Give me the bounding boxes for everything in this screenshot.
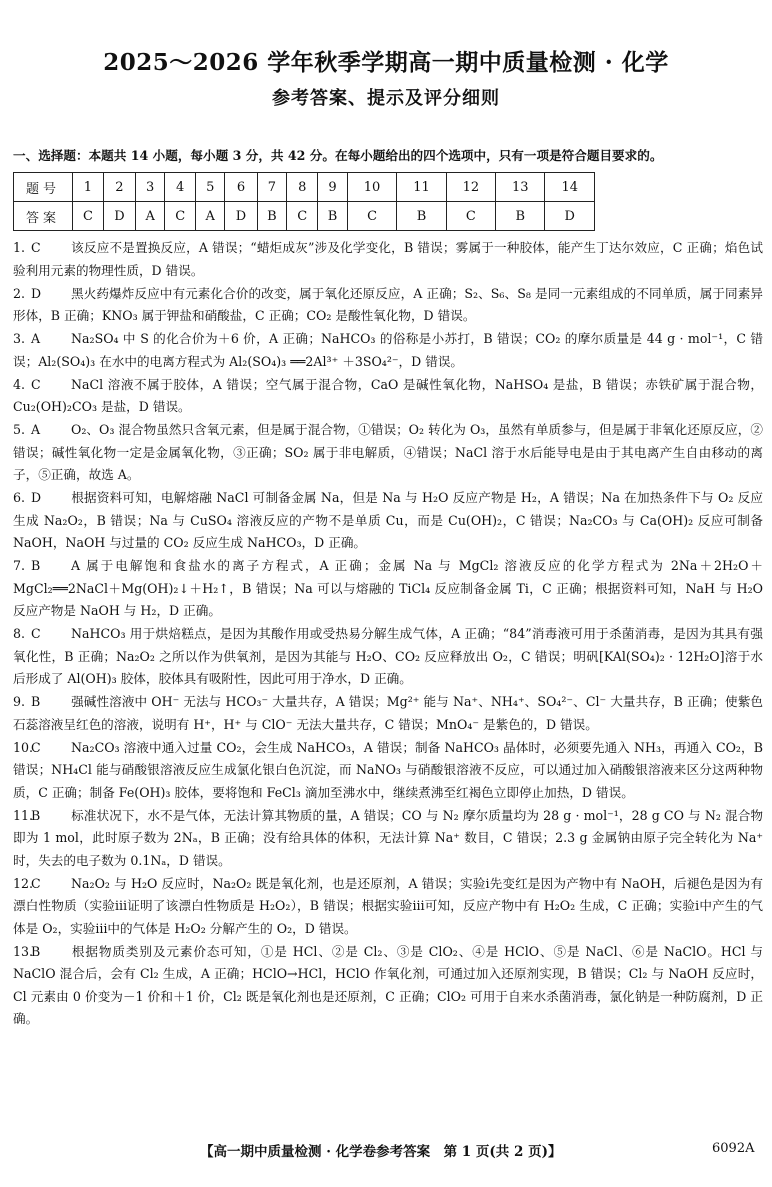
item-answer: C <box>31 739 41 755</box>
question-number-cell: 3 <box>136 173 165 202</box>
answer-cell: C <box>73 202 104 231</box>
item-text: 根据物质类别及元素价态可知，①是 HCl、②是 Cl₂、③是 ClO₂、④是 HClO、⑤是 NaCl、⑥是 NaClO。HCl 与 NaClO 混合后，会有 Cl₂ 生成，A 正确；HClO→HCl，HClO 作氧化剂，可通过加入还原剂实现，B 错误；Cl₂ 与 NaOH 反应时，Cl 元素由 0 价变为－1 价和＋1 价，Cl₂ 既是氧化剂也是还原剂，C 正确；ClO₂ 可用于自来水杀菌消毒，氯化钠是一种防腐剂，D 正确。 <box>13 943 763 1026</box>
question-number-cell: 10 <box>347 173 396 202</box>
item-number: 9. <box>13 694 26 709</box>
question-number-cell: 1 <box>73 173 104 202</box>
item-answer: C <box>31 875 41 891</box>
answer-cell: A <box>136 202 165 231</box>
question-number-cell: 5 <box>196 173 225 202</box>
answer-cell: D <box>545 202 595 231</box>
answer-cell: B <box>397 202 446 231</box>
item-number: 12. <box>13 875 34 891</box>
answer-cell: B <box>496 202 545 231</box>
explanation-item <box>13 941 763 1031</box>
item-text: Na₂SO₄ 中 S 的化合价为＋6 价，A 正确；NaHCO₃ 的俗称是小苏打，B 错误；CO₂ 的摩尔质量是 44 g · mol⁻¹，C 错误；Al₂(SO₄)₃ 在水中的电离方程式为 Al₂(SO₄)₃ ══2Al³⁺ ＋3SO₄²⁻，D 错误。 <box>13 331 763 369</box>
answer-table-number-row <box>14 173 595 202</box>
item-number: 8. <box>13 626 26 641</box>
item-answer: B <box>31 807 41 823</box>
item-answer: C <box>31 626 41 641</box>
answer-cell: A <box>196 202 225 231</box>
item-text: 该反应不是置换反应，A 错误；“蜡炬成灰”涉及化学变化，B 错误；雾属于一种胶体，能产生丁达尔效应，C 正确；焰色试验利用元素的物理性质，D 错误。 <box>13 240 763 278</box>
item-number: 10. <box>13 739 34 755</box>
explanation-item <box>13 237 763 282</box>
item-answer: A <box>31 422 41 437</box>
question-number-cell: 7 <box>257 173 287 202</box>
answer-cell: B <box>318 202 348 231</box>
item-number: 13. <box>13 943 34 959</box>
item-number: 5. <box>13 422 26 437</box>
item-number: 3. <box>13 331 26 346</box>
page-subtitle: 参考答案、提示及评分细则 <box>272 88 500 109</box>
explanation-item <box>13 623 763 691</box>
explanation-item <box>13 419 763 487</box>
item-text: O₂、O₃ 混合物虽然只含氧元素，但是属于混合物，①错误；O₂ 转化为 O₃，虽然有单质参与，但是属于非氧化还原反应，②错误；碱性氧化物一定是金属氧化物，③正确；SO₂ 属于非电解质，④错误；NaCl 溶于水后能导电是由于其电离产生自由移动的离子，⑤正确，故选 A。 <box>13 422 763 482</box>
explanation-item <box>13 555 763 623</box>
item-answer: C <box>31 376 41 392</box>
answer-table <box>13 172 595 231</box>
explanation-list <box>13 237 763 1031</box>
page-title: 2025～2026 学年秋季学期高一期中质量检测 · 化学 <box>103 49 669 76</box>
item-answer: B <box>31 558 41 573</box>
answer-cell: D <box>225 202 257 231</box>
item-number: 7. <box>13 558 26 573</box>
item-text: Na₂CO₃ 溶液中通入过量 CO₂，会生成 NaHCO₃，A 错误；制备 NaHCO₃ 晶体时，必须要先通入 NH₃，再通入 CO₂，B 错误；NH₄Cl 能与硝酸银溶液反应生成氯化银白色沉淀，而 NaNO₃ 与硝酸银溶液不反应，可以通过加入硝酸银溶液来区分这两种物质，C 正确；制备 Fe(OH)₃ 胶体，要将饱和 FeCl₃ 滴加至沸水中，继续煮沸至红褐色立即停止加热，D 错误。 <box>13 739 763 800</box>
explanation-item <box>13 805 763 873</box>
explanation-item <box>13 737 763 805</box>
item-number: 1. <box>13 240 26 255</box>
document-code: 6092A <box>712 1141 755 1156</box>
answer-table-answer-row <box>14 202 595 231</box>
explanation-item <box>13 328 763 373</box>
item-text: 根据资料可知，电解熔融 NaCl 可制备金属 Na，但是 Na 与 H₂O 反应产物是 H₂，A 错误；Na 在加热条件下与 O₂ 反应生成 Na₂O₂，B 错误；Na 与 CuSO₄ 溶液反应的产物不是单质 Cu，而是 Cu(OH)₂，C 错误；Na₂CO₃ 与 Ca(OH)₂ 反应可制备 NaOH，NaOH 与过量的 CO₂ 反应生成 NaHCO₃，D 正确。 <box>13 490 763 550</box>
row-label-number: 题号 <box>14 173 73 202</box>
answer-cell: D <box>103 202 135 231</box>
question-number-cell: 2 <box>103 173 135 202</box>
question-number-cell: 14 <box>545 173 595 202</box>
question-number-cell: 4 <box>165 173 196 202</box>
item-number: 11. <box>13 807 34 823</box>
row-label-answer: 答案 <box>14 202 73 231</box>
answer-cell: B <box>257 202 287 231</box>
question-number-cell: 12 <box>446 173 495 202</box>
question-number-cell: 6 <box>225 173 257 202</box>
question-number-cell: 9 <box>318 173 348 202</box>
item-text: Na₂O₂ 与 H₂O 反应时，Na₂O₂ 既是氧化剂，也是还原剂，A 错误；实验ⅰ先变红是因为产物中有 NaOH，后褪色是因为有漂白性物质（实验ⅲ证明了该漂白性物质是 H₂O₂），B 错误；根据实验ⅲ可知，反应产物中有 H₂O₂ 生成，C 正确；实验ⅰ中产生的气体是 O₂，实验ⅲ中的气体是 H₂O₂ 分解产生的 O₂，D 错误。 <box>13 875 763 936</box>
question-number-cell: 11 <box>397 173 446 202</box>
explanation-item <box>13 487 763 555</box>
item-number: 4. <box>13 376 26 392</box>
explanation-item <box>13 691 763 736</box>
answer-cell: C <box>446 202 495 231</box>
answer-cell: C <box>287 202 318 231</box>
item-number: 6. <box>13 490 26 505</box>
explanation-item <box>13 374 763 419</box>
item-text: NaCl 溶液不属于胶体，A 错误；空气属于混合物，CaO 是碱性氧化物，NaHSO₄ 是盐，B 错误；赤铁矿属于混合物，Cu₂(OH)₂CO₃ 是盐，D 错误。 <box>13 376 763 414</box>
item-text: A 属于电解饱和食盐水的离子方程式，A 正确；金属 Na 与 MgCl₂ 溶液反应的化学方程式为 2Na＋2H₂O＋MgCl₂══2NaCl＋Mg(OH)₂↓＋H₂↑，B 错误；Na 可以与熔融的 TiCl₄ 反应制备金属 Ti，C 正确；根据资料可知，NaH 与 H₂O 反应产物是 NaOH 与 H₂，D 正确。 <box>13 558 763 618</box>
answer-cell: C <box>347 202 396 231</box>
item-text: 标准状况下，水不是气体，无法计算其物质的量，A 错误；CO 与 N₂ 摩尔质量均为 28 g · mol⁻¹，28 g CO 与 N₂ 混合物即为 1 mol，此时原子数为 2Nₐ，B 正确；没有给具体的体积，无法计算 Na⁺ 数目，C 错误；2.3 g 金属钠由原子完全转化为 Na⁺ 时，失去的电子数为 0.1Nₐ，D 错误。 <box>13 807 763 868</box>
item-answer: B <box>31 943 41 959</box>
question-number-cell: 13 <box>496 173 545 202</box>
section-heading: 一、选择题：本题共 14 小题，每小题 3 分，共 42 分。在每小题给出的四个选项中，只有一项是符合题目要求的。 <box>13 148 663 163</box>
explanation-item <box>13 873 763 941</box>
item-answer: B <box>31 694 41 709</box>
explanation-item <box>13 283 763 328</box>
item-text: 黑火药爆炸反应中有元素化合价的改变，属于氧化还原反应，A 正确；S₂、S₆、S₈ 是同一元素组成的不同单质，属于同素异形体，B 正确；KNO₃ 属于钾盐和硝酸盐，C 正确；CO₂ 是酸性氧化物，D 错误。 <box>13 285 763 323</box>
answer-cell: C <box>165 202 196 231</box>
item-text: 强碱性溶液中 OH⁻ 无法与 HCO₃⁻ 大量共存，A 错误；Mg²⁺ 能与 Na⁺、NH₄⁺、SO₄²⁻、Cl⁻ 大量共存，B 正确；使紫色石蕊溶液呈红色的溶液，说明有 H⁺，H⁺ 与 ClO⁻ 无法大量共存，C 错误；MnO₄⁻ 是紫色的，D 错误。 <box>13 694 763 732</box>
item-text: NaHCO₃ 用于烘焙糕点，是因为其酸作用或受热易分解生成气体，A 正确；“84”消毒液可用于杀菌消毒，是因为其具有强氧化性，B 正确；Na₂O₂ 之所以作为供氧剂，是因为其能与 H₂O、CO₂ 反应释放出 O₂，C 错误；明矾[KAl(SO₄)₂ · 12H₂O]溶于水后形成了 Al(OH)₃ 胶体，胶体具有吸附性，因此可用于净水，D 正确。 <box>13 626 763 686</box>
item-answer: D <box>31 490 42 505</box>
item-answer: A <box>31 331 41 346</box>
item-answer: D <box>31 285 42 301</box>
page-footer: 【高一期中质量检测 · 化学卷参考答案 第 1 页(共 2 页)】 <box>200 1144 562 1160</box>
item-number: 2. <box>13 285 26 301</box>
item-answer: C <box>31 240 41 255</box>
question-number-cell: 8 <box>287 173 318 202</box>
